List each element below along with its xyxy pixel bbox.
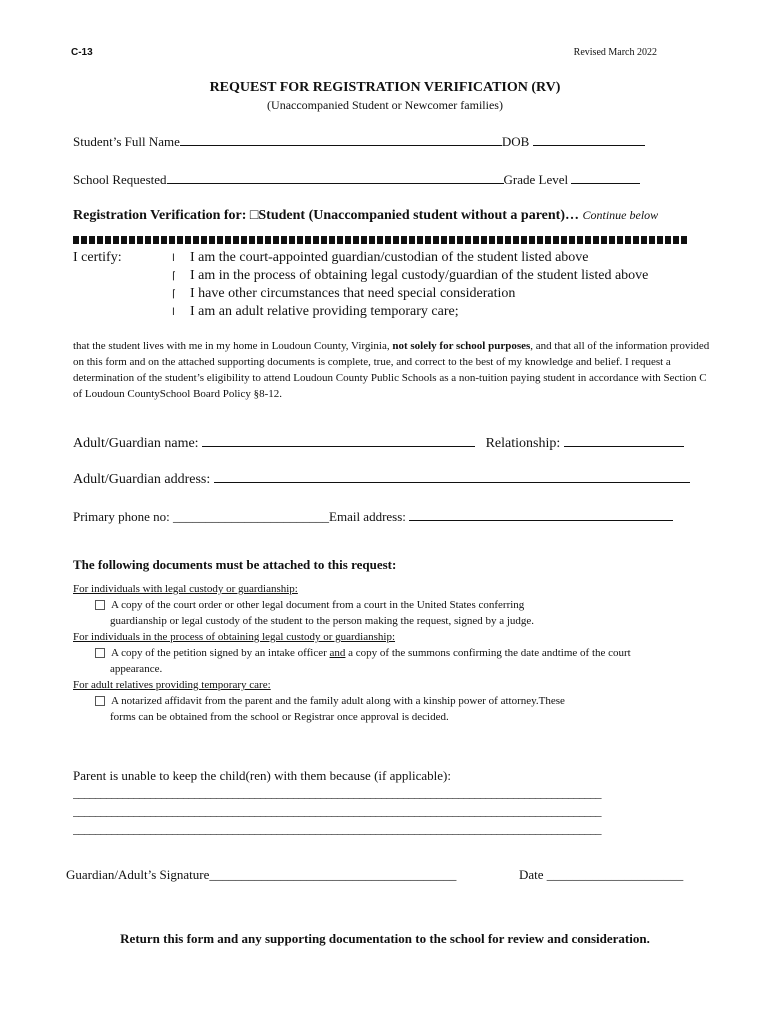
rv-label: Registration Verification for: — [73, 208, 247, 223]
doc-item-affidavit-cont: forms can be obtained from the school or Registrar once approval is decided. — [110, 711, 449, 723]
guardian-name-field[interactable] — [202, 434, 475, 447]
guardian-address-field[interactable] — [214, 470, 690, 483]
rv-student-checkbox[interactable]: □ — [249, 208, 259, 223]
doc-item-text: A copy of the court order or other legal document from a court in the United States conferring — [111, 599, 525, 611]
checkbox-icon[interactable] — [95, 696, 105, 706]
signature-label: Guardian/Adult’s Signature — [66, 867, 210, 882]
grade-level-field[interactable] — [571, 171, 640, 184]
checkbox-icon[interactable]: ⌈ — [172, 271, 176, 282]
doc-item-text: A notarized affidavit from the parent and the family adult along with a kinship power of attorney.These — [111, 695, 565, 707]
reason-line-2[interactable]: ________________________________________________________________________________________________ — [73, 804, 601, 818]
guardian-name-row — [73, 434, 684, 452]
reason-line-1[interactable]: ________________________________________________________________________________________________ — [73, 786, 601, 800]
doc-item-petition-cont: appearance. — [110, 663, 163, 675]
signature-row — [66, 867, 456, 883]
phone-label[interactable]: Primary phone no: ________________________ — [73, 509, 330, 524]
relationship-field[interactable] — [564, 434, 684, 447]
dob-field[interactable] — [533, 133, 645, 146]
statement-emphasis: not solely for school purposes — [392, 340, 531, 352]
school-row — [73, 171, 640, 188]
rv-line — [73, 208, 658, 224]
statement-text: that the student lives with me in my home in Loudoun County, Virginia, — [73, 340, 393, 352]
group-title-process: For individuals in the process of obtaining legal custody or guardianship: — [73, 631, 396, 643]
certify-option-guardian[interactable] — [172, 250, 589, 266]
statement-text-cont: , and that all of the information provided on this form and on the attached supporting documents is complete, true, and correct to the best of my knowledge and belief. I request a determination of the student’s eligibility to attend Loudoun County Public Schools as a non-tuition paying student in accordance with Section C of Loudoun CountySchool Board Policy §8-12. — [73, 340, 710, 400]
revision-date: Revised March 2022 — [573, 47, 657, 58]
checkbox-icon[interactable] — [95, 648, 105, 658]
student-name-field[interactable] — [180, 133, 502, 146]
doc-item-text-cont: a copy of the summons confirming the date andtime of the court — [345, 647, 631, 659]
section-divider — [73, 236, 689, 244]
school-requested-label: School Requested — [73, 172, 167, 187]
certify-option-text: I am an adult relative providing temporary care; — [190, 304, 459, 319]
grade-level-label: Grade Level — [503, 172, 569, 187]
guardian-name-label: Adult/Guardian name: — [73, 436, 199, 451]
rv-option: Student (Unaccompanied student without a parent)… — [258, 208, 579, 223]
checkbox-icon[interactable]: ⌈ — [172, 289, 176, 300]
page-title: REQUEST FOR REGISTRATION VERIFICATION (RV) — [209, 80, 561, 95]
reason-line-3[interactable]: ________________________________________________________________________________________________ — [73, 822, 601, 836]
email-field[interactable] — [409, 508, 673, 521]
guardian-address-label: Adult/Guardian address: — [73, 472, 211, 487]
date-row — [519, 867, 683, 883]
dob-label: DOB — [501, 134, 530, 149]
checkbox-icon[interactable] — [95, 600, 105, 610]
student-name-label: Student’s Full Name — [73, 134, 180, 149]
date-field[interactable]: _____________________ — [546, 867, 684, 882]
doc-item-court-order — [95, 599, 524, 611]
certify-option-relative[interactable] — [172, 304, 459, 320]
doc-item-text: A copy of the petition signed by an intake officer — [111, 647, 330, 659]
checkbox-icon[interactable]: l — [172, 307, 175, 318]
signature-field[interactable]: ______________________________________ — [209, 867, 457, 882]
doc-item-affidavit — [95, 695, 565, 707]
certify-option-text: I am in the process of obtaining legal custody/guardian of the student listed above — [190, 268, 649, 283]
group-title-custody: For individuals with legal custody or guardianship: — [73, 583, 298, 595]
date-label: Date — [519, 867, 544, 882]
certification-statement — [73, 338, 713, 402]
doc-item-emphasis: and — [329, 647, 346, 659]
certify-option-process[interactable] — [172, 268, 648, 284]
certify-option-text: I have other circumstances that need special consideration — [190, 286, 516, 301]
checkbox-icon[interactable]: l — [172, 253, 175, 264]
certify-option-text: I am the court-appointed guardian/custodian of the student listed above — [190, 250, 589, 265]
group-title-relatives: For adult relatives providing temporary care: — [73, 679, 271, 691]
student-name-row — [73, 133, 645, 150]
reason-label: Parent is unable to keep the child(ren) with them because (if applicable): — [73, 768, 451, 783]
school-requested-field[interactable] — [167, 171, 504, 184]
continue-note: Continue below — [582, 208, 659, 222]
documents-heading: The following documents must be attached to this request: — [73, 557, 397, 572]
guardian-address-row — [73, 470, 690, 488]
page-subtitle: (Unaccompanied Student or Newcomer families) — [267, 98, 503, 112]
email-label: Email address: — [329, 509, 406, 524]
contact-row — [73, 508, 673, 525]
footer-instructions: Return this form and any supporting documentation to the school for review and consideration. — [120, 931, 650, 946]
relationship-label: Relationship: — [485, 436, 561, 451]
certify-label: I certify: — [73, 250, 122, 265]
certify-option-other[interactable] — [172, 286, 515, 302]
form-code: C-13 — [71, 47, 93, 58]
doc-item-court-order-cont: guardianship or legal custody of the student to the person making the request, signed by a judge. — [110, 615, 535, 627]
doc-item-petition — [95, 647, 631, 659]
